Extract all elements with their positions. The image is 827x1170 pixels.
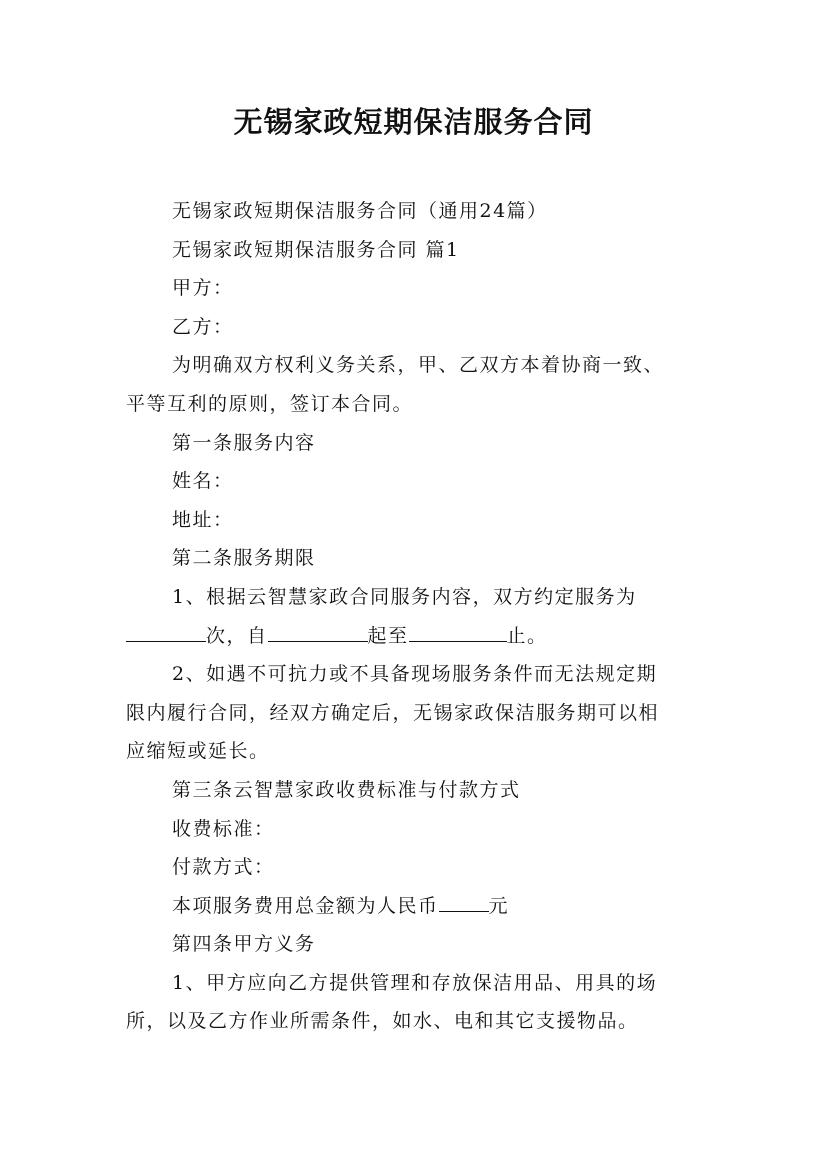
total-amount-unit: 元 (488, 894, 510, 917)
blank-count-field (126, 621, 206, 642)
party-b-label: 乙方： (172, 315, 234, 338)
article-4-heading: 第四条甲方义务 (172, 933, 316, 956)
payment-method-label: 付款方式： (172, 856, 275, 879)
paragraph-section-heading: 无锡家政短期保洁服务合同 篇1 (172, 238, 460, 261)
service-term-line1: 1、根据云智慧家政合同服务内容，双方约定服务为 (172, 585, 637, 608)
total-amount-text: 本项服务费用总金额为人民币 (172, 894, 439, 917)
paragraph-purpose-line1: 为明确双方权利义务关系，甲、乙双方本着协商一致、 (172, 354, 665, 377)
blank-amount-field (439, 891, 489, 912)
blank-start-date-field (268, 621, 368, 642)
party-a-label: 甲方： (172, 277, 234, 300)
service-term-text-b: 起至 (367, 624, 409, 647)
service-term-text-a: 次，自 (206, 624, 268, 647)
service-term-text-c: 止。 (506, 624, 548, 647)
paragraph-intro-title: 无锡家政短期保洁服务合同（通用24篇） (172, 200, 548, 222)
service-term-line2 (126, 617, 706, 656)
paragraph-purpose-line2: 平等互利的原则，签订本合同。 (126, 392, 414, 415)
force-majeure-line3: 应缩短或延长。 (126, 740, 270, 763)
article-2-heading: 第二条服务期限 (172, 547, 316, 570)
fee-standard-label: 收费标准： (172, 817, 275, 840)
blank-end-date-field (409, 621, 507, 642)
article-1-heading: 第一条服务内容 (172, 431, 316, 454)
force-majeure-line1: 2、如遇不可抗力或不具备现场服务条件而无法规定期 (172, 663, 658, 686)
document-body (126, 192, 706, 1041)
party-a-duty-line2: 所，以及乙方作业所需条件，如水、电和其它支援物品。 (126, 1010, 639, 1033)
total-amount-line (126, 887, 706, 926)
party-a-duty-line1: 1、甲方应向乙方提供管理和存放保洁用品、用具的场 (172, 971, 658, 994)
address-label: 地址： (172, 508, 234, 531)
name-label: 姓名： (172, 470, 234, 493)
force-majeure-line2: 限内履行合同，经双方确定后，无锡家政保洁服务期可以相 (126, 701, 660, 724)
document-title: 无锡家政短期保洁服务合同 (233, 105, 594, 139)
article-3-heading: 第三条云智慧家政收费标准与付款方式 (172, 778, 521, 801)
